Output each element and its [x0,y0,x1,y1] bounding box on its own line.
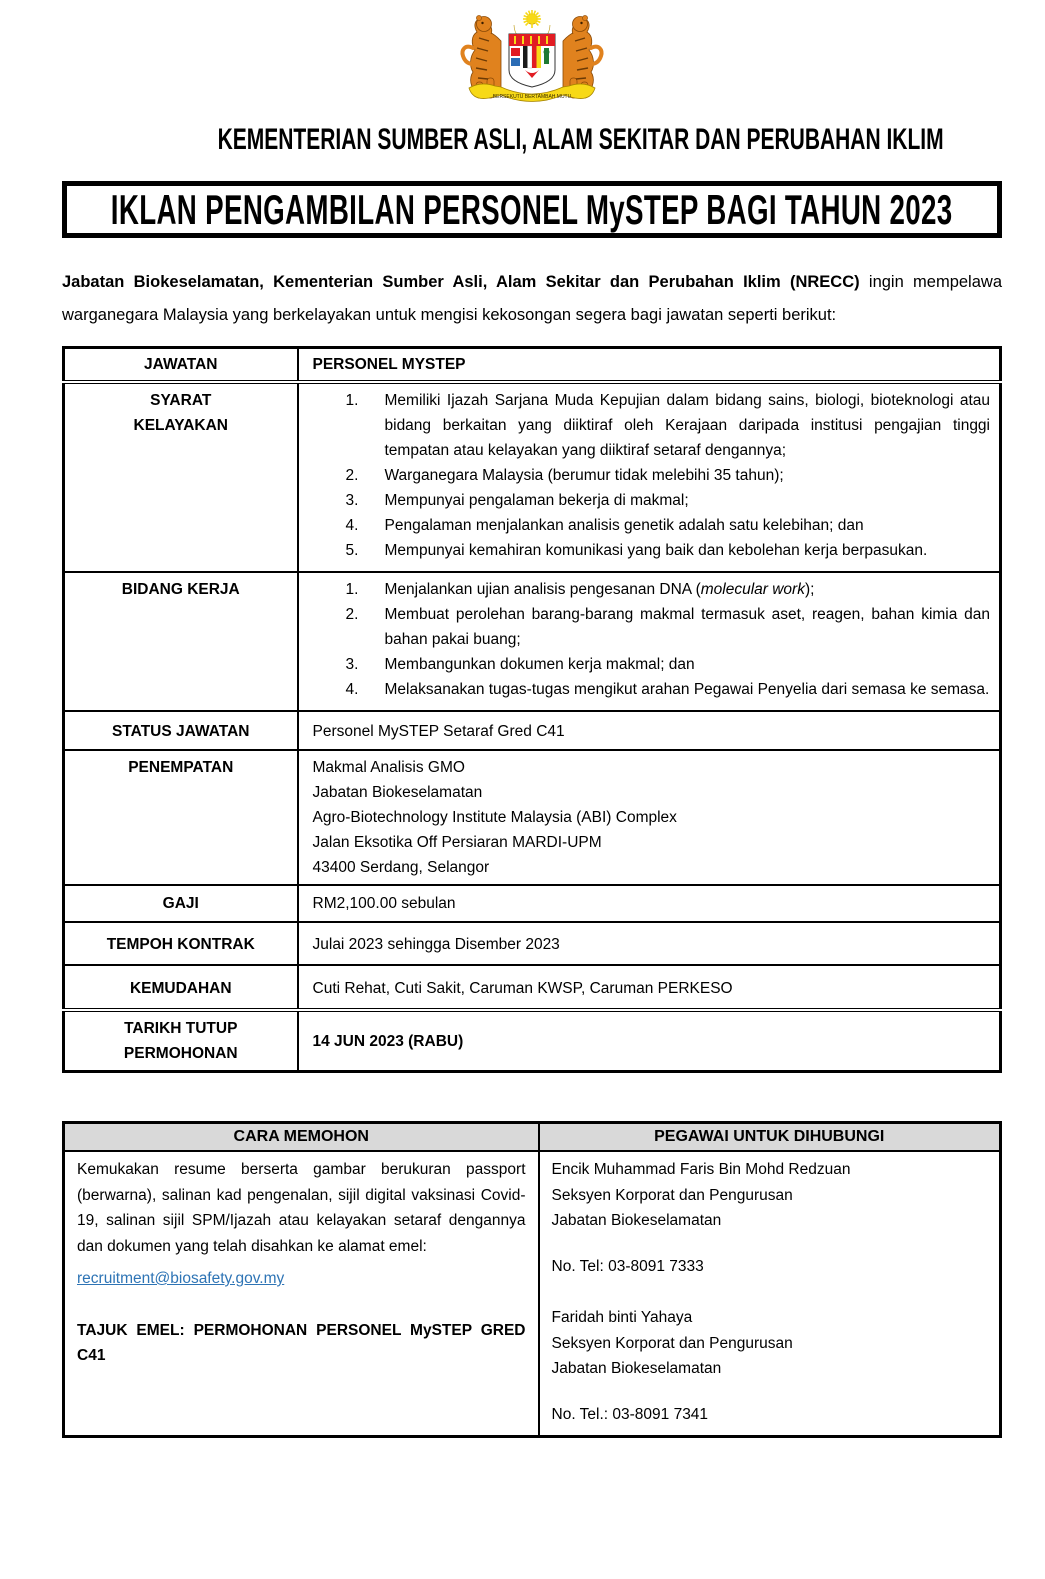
contact2-section: Seksyen Korporat dan Pengurusan [551,1334,793,1352]
row-tempoh-kontrak [64,922,1001,965]
list-number: 2. [345,467,359,484]
status-label: STATUS JAWATAN [64,711,298,750]
contact2-department: Jabatan Biokeselamatan [551,1360,722,1377]
gaji-value: RM2,100.00 sebulan [298,885,1001,922]
penempatan-value [298,750,1001,885]
bidang-item1-italic: molecular work [700,581,805,598]
row-penempatan [64,750,1001,885]
syarat-list [298,382,1001,572]
email-line [77,1266,526,1292]
contact1-department: Jabatan Biokeselamatan [551,1212,722,1229]
list-text: Membuat perolehan barang-barang makmal termasuk aset, reagen, bahan kimia dan bahan pakai buang; [384,606,990,648]
syarat-label [64,382,298,572]
row-gaji [64,885,1001,922]
contact2-block [552,1305,988,1427]
document-page [62,0,1002,1438]
bidang-item [299,677,1000,702]
jawatan-label: JAWATAN [64,348,298,383]
jawatan-value: PERSONEL MYSTEP [298,348,1001,383]
contact2-phone: No. Tel.: 03-8091 7341 [551,1405,709,1423]
bidang-item1-post: ); [804,581,815,598]
list-number: 3. [345,656,359,673]
syarat-label-line2: KELAYAKAN [133,417,228,434]
tarikh-label-line1: TARIKH TUTUP [124,1020,238,1037]
cara-memohon-header: CARA MEMOHON [64,1123,539,1152]
list-number: 2. [345,606,359,623]
row-bidang-kerja [64,572,1001,711]
penempatan-line: Jalan Eksotika Off Persiaran MARDI-UPM [312,834,602,851]
crest-star [523,10,541,28]
advert-title-text: IKLAN PENGAMBILAN PERSONEL MySTEP BAGI TAHUN 2023 [111,185,953,233]
crest-shield [509,34,555,87]
syarat-item [299,513,1000,538]
syarat-item [299,488,1000,513]
contact2-name: Faridah binti Yahaya [551,1309,693,1326]
contact1-block [552,1157,988,1279]
intro-lead-bold: Jabatan Biokeselamatan, Kementerian Sumber Asli, Alam Sekitar dan Perubahan Iklim (NRECC) [62,273,860,291]
list-number: 3. [345,492,359,509]
bidang-item1-pre: Menjalankan ujian analisis pengesanan DNA ( [384,581,701,598]
list-number: 5. [345,542,359,559]
apply-body-row [64,1151,1001,1437]
malaysia-coat-of-arms-icon [457,8,607,110]
row-syarat-kelayakan [64,382,1001,572]
crest-svg [457,8,607,110]
list-text: Membangunkan dokumen kerja makmal; dan [384,656,695,673]
advert-title-box [62,181,1002,238]
penempatan-line: Agro-Biotechnology Institute Malaysia (ABI) Complex [312,809,677,826]
list-text: Pengalaman menjalankan analisis genetik adalah satu kelebihan; dan [384,517,864,534]
row-kemudahan [64,965,1001,1010]
contact1-name: Encik Muhammad Faris Bin Mohd Redzuan [551,1161,851,1178]
syarat-item [299,463,1000,488]
contact1-section: Seksyen Korporat dan Pengurusan [551,1186,793,1204]
row-tarikh-tutup [64,1010,1001,1072]
list-text: Mempunyai pengalaman bekerja di makmal; [384,492,689,509]
intro-paragraph [62,266,1002,332]
row-jawatan [64,348,1001,383]
list-text: Memiliki Ijazah Sarjana Muda Kepujian dalam bidang sains, biologi, bioteknologi atau bidang berkaitan yang diiktiraf oleh Kerajaan daripada institusi pengajian tinggi tempatan atau kelayakan yang diiktiraf setaraf dengannya; [384,392,990,459]
how-to-apply-text: Kemukakan resume berserta gambar berukuran passport (berwarna), salinan kad pengenalan, sijil digital vaksinasi Covid-19, salinan sijil SPM/Ijazah atau kelayakan setaraf dengannya dan dokumen yang telah disahkan ke alamat emel: [77,1161,526,1255]
gaji-label: GAJI [64,885,298,922]
list-text [385,577,1000,602]
bidang-label: BIDANG KERJA [64,572,298,711]
status-value: Personel MySTEP Setaraf Gred C41 [298,711,1001,750]
pegawai-cell [539,1151,1001,1437]
crest-motto: BERSEKUTU BERTAMBAH MUTU [492,94,572,100]
job-details-table [62,346,1002,1073]
list-text: Melaksanakan tugas-tugas mengikut arahan Pegawai Penyelia dari semasa ke semasa. [384,681,990,698]
ministry-header-text: KEMENTERIAN SUMBER ASLI, ALAM SEKITAR DAN PERUBAHAN IKLIM [217,123,944,156]
tarikh-label-line2: PERMOHONAN [123,1045,238,1062]
intro-body: ingin mempelawa warganegara Malaysia yang berkelayakan untuk mengisi kekosongan segera bagi jawatan seperti berikut: [62,273,1002,324]
penempatan-line: Jabatan Biokeselamatan [312,784,483,801]
list-text: Warganegara Malaysia (berumur tidak melebihi 35 tahun); [384,467,784,484]
bidang-list [298,572,1001,711]
tempoh-value: Julai 2023 sehingga Disember 2023 [298,922,1001,965]
kemudahan-value: Cuti Rehat, Cuti Sakit, Caruman KWSP, Caruman PERKESO [298,965,1001,1010]
pegawai-header: PEGAWAI UNTUK DIHUBUNGI [539,1123,1001,1152]
list-number: 1. [345,392,359,409]
penempatan-line: 43400 Serdang, Selangor [312,859,490,876]
bidang-item [299,577,1000,602]
contact1-phone: No. Tel: 03-8091 7333 [551,1257,704,1275]
list-number: 1. [345,581,359,598]
kemudahan-label: KEMUDAHAN [64,965,298,1010]
list-number: 4. [345,681,359,698]
tempoh-label: TEMPOH KONTRAK [64,922,298,965]
list-text: Mempunyai kemahiran komunikasi yang baik dan kebolehan kerja berpasukan. [384,542,928,559]
email-subject-text: TAJUK EMEL: PERMOHONAN PERSONEL MySTEP GRED C41 [77,1321,526,1364]
cara-memohon-cell [64,1151,539,1437]
penempatan-label: PENEMPATAN [64,750,298,885]
recruitment-email-link[interactable]: recruitment@biosafety.gov.my [77,1270,285,1287]
ministry-header [62,122,1002,157]
syarat-item [299,388,1000,463]
list-number: 4. [345,517,359,534]
apply-contact-table [62,1121,1002,1438]
bidang-item [299,602,1000,652]
bidang-item [299,652,1000,677]
syarat-label-line1: SYARAT [150,392,212,409]
apply-header-row [64,1123,1001,1152]
syarat-item [299,538,1000,563]
tarikh-label [64,1010,298,1072]
row-status-jawatan [64,711,1001,750]
tarikh-value: 14 JUN 2023 (RABU) [298,1010,1001,1072]
penempatan-line: Makmal Analisis GMO [312,759,465,776]
